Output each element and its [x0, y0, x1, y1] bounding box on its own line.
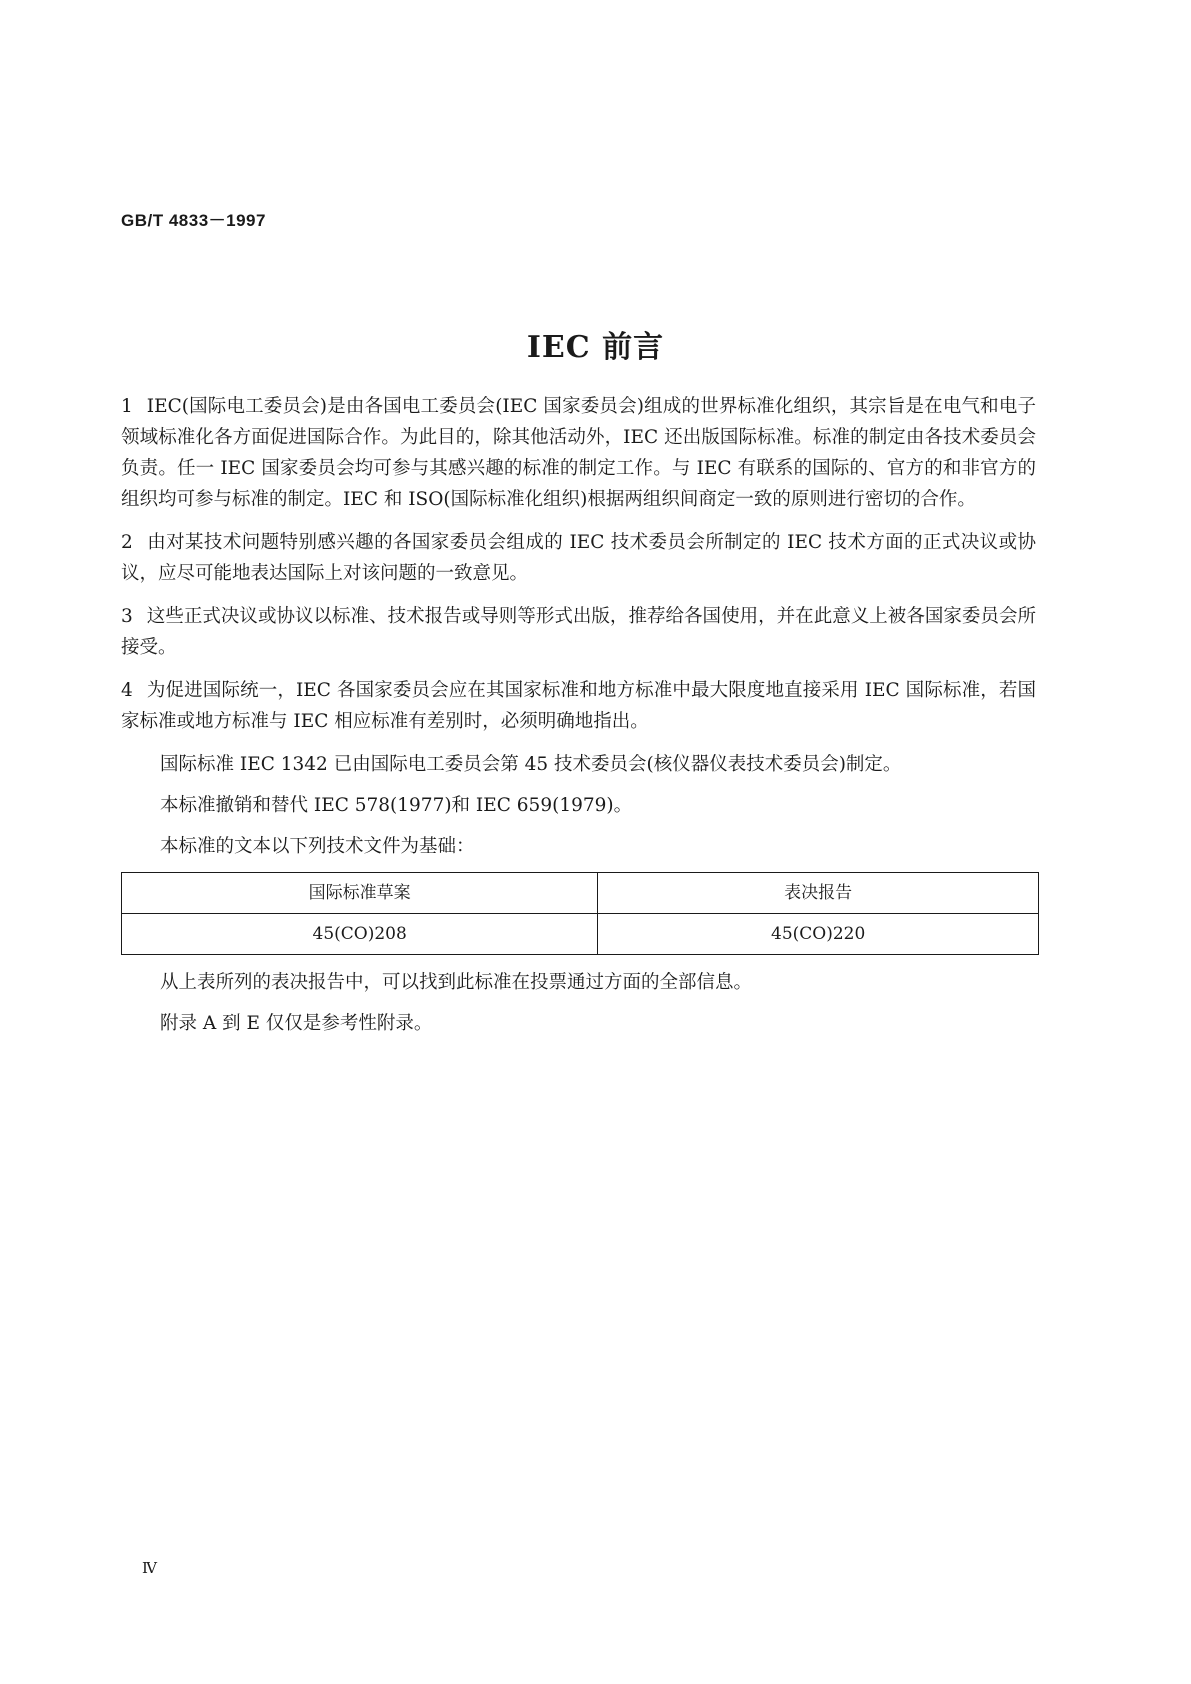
- clause-number: 4: [121, 680, 133, 701]
- cell-draft-standard: 45(CO)208: [122, 914, 598, 955]
- basis-statement: 本标准的文本以下列技术文件为基础：: [160, 836, 475, 857]
- clause-text: 由对某技术问题特别感兴趣的各国家委员会组成的 IEC 技术委员会所制定的 IEC 技术方面的正式决议或协议，应尽可能地表达国际上对该问题的一致意见。: [121, 532, 1036, 584]
- voting-info-statement: 从上表所列的表决报告中，可以找到此标准在投票通过方面的全部信息。: [160, 972, 753, 993]
- clause-number: 1: [121, 396, 133, 417]
- clause-1: [121, 391, 1036, 515]
- clause-text: 这些正式决议或协议以标准、技术报告或导则等形式出版，推荐给各国使用，并在此意义上被各国家委员会所接受。: [121, 606, 1036, 658]
- page-number: Ⅳ: [142, 1561, 157, 1577]
- table-header-row: [122, 873, 1039, 914]
- clause-number: 2: [121, 532, 133, 553]
- annex-note: 附录 A 到 E 仅仅是参考性附录。: [160, 1013, 433, 1034]
- clause-3: [121, 601, 1036, 663]
- replaces-statement: 本标准撤销和替代 IEC 578(1977)和 IEC 659(1979)。: [160, 795, 633, 816]
- reference-documents-table: [121, 872, 1039, 955]
- foreword-body: [121, 391, 1036, 1049]
- page-title: IEC 前言: [526, 330, 665, 365]
- prepared-by-statement: 国际标准 IEC 1342 已由国际电工委员会第 45 技术委员会(核仪器仪表技术委员会)制定。: [160, 754, 902, 775]
- header-voting-report: 表决报告: [598, 873, 1039, 914]
- clause-text: 为促进国际统一，IEC 各国家委员会应在其国家标准和地方标准中最大限度地直接采用 IEC 国际标准，若国家标准或地方标准与 IEC 相应标准有差别时，必须明确地指出。: [121, 680, 1036, 732]
- cell-voting-report: 45(CO)220: [598, 914, 1039, 955]
- table-row: [122, 914, 1039, 955]
- header-draft-standard: 国际标准草案: [122, 873, 598, 914]
- clause-number: 3: [121, 606, 133, 627]
- standard-code: GB/T 4833－1997: [121, 211, 266, 230]
- clause-2: [121, 527, 1036, 589]
- clause-text: IEC(国际电工委员会)是由各国电工委员会(IEC 国家委员会)组成的世界标准化组织，其宗旨是在电气和电子领域标准化各方面促进国际合作。为此目的，除其他活动外，IEC 还出版国际标准。标准的制定由各技术委员会负责。任一 IEC 国家委员会均可参与其感兴趣的标准的制定工作。与 IEC 有联系的国际的、官方的和非官方的组织均可参与标准的制定。IEC 和 ISO(国际标准化组织)根据两组织间商定一致的原则进行密切的合作。: [121, 396, 1036, 510]
- clause-4: [121, 675, 1036, 737]
